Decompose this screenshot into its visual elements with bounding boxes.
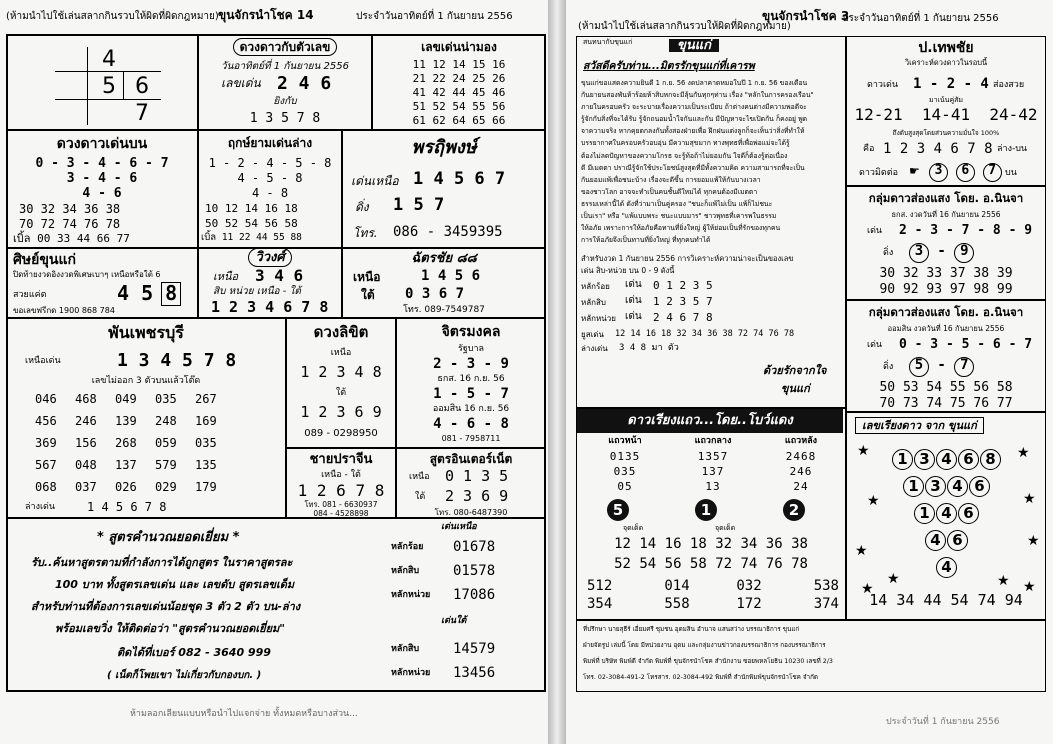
star-icon: ★ — [1017, 445, 1030, 461]
khun-digit: 3 — [914, 449, 935, 470]
left-footer: ห้ามลอกเลียนแบบหรือนำไปแจกจ่าย ทั้งหมดหรือบางส่วน... — [130, 709, 358, 719]
group2-a-label: เด่น — [867, 340, 883, 350]
sut-title: สูตรอินเตอร์เน็ต — [429, 452, 513, 466]
talk-paragraph-line: เป็นเรา" หรือ "แพ้แบบพระ ชนะแบบมาร" ชาวพุทธที่เคารพในธรรม — [581, 212, 777, 221]
group2-box — [846, 300, 1046, 412]
talk-sign: ขุนแก่ — [781, 382, 810, 395]
star-date: วันอาทิตย์ที่ 1 กันยายน 2556 — [220, 61, 350, 72]
stars-column — [673, 437, 753, 527]
formula-phone: ติดได้ที่เบอร์ 082 - 3640 999 — [117, 646, 271, 659]
stars-column-label: แถวหลัง — [784, 436, 818, 446]
phan-title: พันเพชรบุรี — [108, 323, 184, 342]
star-lead-label: เลขเด่น — [221, 76, 261, 90]
talk-paragraph-line: กันยายนสองพันห้าร้อยห้าสิบหกจะมีลุ้นกันทุกๆท่าน เรื่อง "หลักในการครองเรือน" — [581, 91, 814, 100]
thep-e-values — [929, 163, 1002, 182]
jit-c: 4 - 6 - 8 — [433, 416, 509, 432]
cheng-title: เลขเด่นน่ามอง — [421, 40, 497, 54]
sit-mid-label: สวยแค่ต — [13, 290, 47, 300]
group1-row: 90 92 93 97 98 99 — [879, 282, 1013, 297]
thep-sub: วิเคราะห์ดวงดาวในรอบนี้ — [904, 58, 988, 67]
wiwong-sub: สิบ หน่วย เหนือ - ใต้ — [213, 286, 301, 297]
thep-box — [846, 36, 1046, 186]
stars-column-label: แถวกลาง — [694, 436, 732, 446]
chai-title: ชายปราจีน — [309, 452, 373, 467]
talk-row-tag: เด่น — [625, 279, 642, 290]
number-grid — [6, 34, 198, 130]
likhit-south-label: ใต้ — [335, 388, 347, 398]
group1-row: 30 32 33 37 38 39 — [879, 266, 1013, 281]
star-icon: ★ — [857, 443, 870, 459]
chai-nums: 1 2 6 7 8 — [297, 481, 385, 500]
thep-pairs: 12-21 14-41 24-42 — [854, 105, 1038, 124]
wiwong-north: 3 4 6 — [255, 266, 304, 285]
sit-highlight — [161, 282, 181, 306]
formula-line: สำหรับท่านที่ต้องการเลขเด่นน้อยชุด 3 ตัว 2 ตัว บน-ล่าง — [31, 600, 301, 613]
stars-column-label: แถวหน้า — [608, 436, 642, 446]
sut-a: 0 1 3 5 — [445, 467, 509, 485]
thep-a-tag: ส่องสวย — [993, 80, 1025, 90]
khun-digit: 1 — [892, 449, 913, 470]
jit-title: จิตรมงคล — [441, 324, 501, 340]
right-header-date: ประจำวันอาทิตย์ที่ 1 กันยายน 2556 — [842, 13, 999, 24]
stars-column-row: 05 — [617, 480, 633, 493]
group2-a: 0 - 3 - 5 - 6 - 7 — [899, 337, 1033, 352]
group1-date: ธกส. งวดวันที่ 16 กันยายน 2556 — [891, 210, 1001, 219]
stars-column-row: 1357 — [697, 450, 729, 463]
group1-b: 3 - 9 — [909, 243, 974, 263]
chai-tel: โทร. 081 - 6630937 — [304, 500, 378, 509]
group2-b-label: ดิ่ง — [883, 362, 894, 372]
formula-upper-label: เด่นเหนือ — [441, 522, 477, 532]
formula-lower-label: เด่นใต้ — [441, 616, 467, 626]
talk-heading: สวัสดีครับท่าน...มิตรรักขุนแก่ที่เคารพ — [583, 60, 755, 72]
group1-a-label: เด่น — [867, 226, 883, 236]
grid-digit: 7 — [135, 101, 149, 126]
khun-digit: 4 — [925, 530, 946, 551]
stars-column-row: 035 — [613, 465, 637, 478]
talk-paragraph-line: ต้องไม่ลดปัญหาของความโกรธ จะรู้ท้อถ้าไม่ยอมกัน ใจดีก็ต้องรู้ต่อเนื่อง — [581, 151, 788, 160]
group2-ding: 7 — [954, 357, 974, 377]
group1-a: 2 - 3 - 7 - 8 - 9 — [899, 223, 1033, 238]
stars-tri-row: 354 558 172 374 — [587, 596, 839, 612]
upper-title: ดวงดาวเด่นบน — [56, 136, 148, 152]
thep-d-tag: ล่าง-บน — [997, 144, 1028, 154]
chat-south-label: ใต้ — [361, 288, 375, 302]
talk-paragraph-line: กันยอมแพ้เพื่อชนะบ้าง เรื่องจะดีขึ้น การยอมแพ้ให้กันบางเวลา — [581, 175, 761, 184]
group1-box — [846, 186, 1046, 300]
thep-b: มาเน้นคู่สัม — [928, 96, 964, 104]
chat-south: 0 3 6 7 — [405, 286, 465, 302]
likhit-box — [286, 318, 396, 448]
chai-box — [286, 448, 396, 518]
likhit-title: ดวงลิขิต — [313, 323, 369, 341]
credit-line: ที่ปรึกษา นายสุธีร์ เอี่ยมศรี ชุมชน อุดมสิน อำนาจ แสนสว่าง บรรณาธิการ ขุนแก่ — [583, 626, 800, 633]
star-lead: 2 4 6 — [277, 73, 332, 94]
formula-upper-pos: หลักหน่วย — [391, 590, 431, 600]
right-footer: ประจำวันที่ 1 กันยายน 2556 — [886, 717, 1000, 727]
talk-low: 3 4 8 มา ตัว — [619, 343, 679, 353]
chai-tel: 084 - 4528898 — [313, 509, 369, 518]
right-header-title: ขุนจักรนำโชค 3 — [762, 9, 850, 23]
formula-line: 100 บาท ทั้งสูตรเลขเด่น และ เลขดับ สูตรเลขเด็ม — [55, 578, 295, 591]
stars-column-big-digit: 2 — [783, 499, 805, 521]
prithi-ding: 1 5 7 — [393, 195, 445, 215]
prithi-north: 1 4 5 6 7 — [413, 169, 506, 189]
stars-row: 12 14 16 18 32 34 36 38 — [614, 536, 808, 552]
sut-box — [396, 448, 546, 518]
star-title: ดวงดาวกับตัวเลข — [233, 38, 338, 56]
upper-row: เบิ้ล 00 33 44 66 77 — [13, 232, 130, 245]
formula-lower-pos: หลักหน่วย — [391, 668, 431, 678]
prithi-ding-label: ดิ่ง — [355, 200, 369, 214]
sit-note: ปิดท้ายงวดอิงงวดพิเศษเบาๆ เหนือหรือใต้ 6 — [13, 270, 161, 279]
talk-row-label: หลักหน่วย — [581, 314, 616, 323]
star-icon: ★ — [867, 493, 880, 509]
star-icon: ★ — [861, 581, 874, 597]
cheng-row: 21 22 24 25 26 — [412, 72, 506, 85]
khun-digit: 6 — [958, 449, 979, 470]
talk-row-label: หลักสิบ — [581, 298, 606, 307]
cheng-box — [372, 34, 546, 130]
right-page — [566, 0, 1053, 744]
talk-logo: ขุนแก่ — [669, 39, 719, 52]
group1-ding: 9 — [954, 243, 974, 263]
talk-row-tag: เด่น — [625, 295, 642, 306]
phan-row: 068 037 026 029 179 — [35, 480, 217, 494]
talk-ruler: 12 14 16 18 32 34 36 38 72 74 76 78 — [615, 329, 795, 339]
stars-column-row: 0135 — [609, 450, 641, 463]
thep-e-tag: บน — [1005, 168, 1017, 178]
upper-box — [6, 130, 198, 248]
chai-sub: เหนือ - ใต้ — [321, 470, 361, 480]
talk-paragraph-line: ให้อภัย เพราะการให้อภัยคือทานที่ยิ่งใหญ่ ผู้ให้ย่อมเป็นที่รักของทุกคน — [581, 224, 781, 233]
formula-box — [6, 518, 546, 692]
sut-a-label: เหนือ — [409, 472, 430, 482]
stars-wait: จุดเด็ด — [623, 524, 644, 532]
talk-row-val: 1 2 3 5 7 — [653, 295, 713, 308]
sut-b: 2 3 6 9 — [445, 487, 509, 505]
phan-row: 567 048 137 579 135 — [35, 458, 217, 472]
thep-e-value: 7 — [983, 163, 1002, 182]
talk-box — [576, 36, 846, 408]
formula-title: * สูตรคำนวณยอดเยี่ยม * — [97, 530, 240, 545]
talk-paragraph-line: รู้จักกับสิ่งที่จะได้รับ รู้จักถนอมน้ำใจกันและกัน มีปัญหาจะไขเปิดกัน ก็คงอยู่ พูด — [581, 115, 808, 124]
grid-digit: 6 — [135, 74, 149, 99]
talk-paragraph-line: ของชาวโลก อาจจะทำเป็นคนชั้นดีใหม่ได้ ทุกคนต้องมีเมตตา — [581, 187, 758, 196]
jit-b: 1 - 5 - 7 — [433, 386, 509, 402]
phan-row: 369 156 268 059 035 — [35, 436, 217, 450]
talk-row-label: หลักร้อย — [581, 282, 610, 291]
talk-intro: สำหรับงวด 1 กันยายน 2556 การวิเคราะห์ความน่าจะเป็นของเลข — [581, 254, 794, 263]
page-gutter — [548, 0, 566, 744]
lower-title: ฤกษ์ยามเด่นล่าง — [227, 136, 313, 150]
thep-e-value: 6 — [956, 163, 975, 182]
phan-row: 456 246 139 248 169 — [35, 414, 217, 428]
group2-title: กลุ่มดาวส่องแสง โดย. อ.นินจา — [868, 305, 1024, 319]
upper-line: 4 - 6 — [82, 186, 122, 201]
stars-tri-row: 512 014 032 538 — [587, 578, 839, 594]
stars-column-big-digit: 5 — [607, 499, 629, 521]
khun-digit: 6 — [958, 503, 979, 524]
phan-row: 046 468 049 035 267 — [35, 392, 217, 406]
formula-upper-val: 17086 — [453, 587, 496, 603]
stars-column — [761, 437, 841, 527]
likhit-tel: 089 - 0298950 — [304, 428, 378, 439]
stars-column-row: 13 — [705, 480, 721, 493]
grid-line — [123, 71, 124, 99]
prithi-north-label: เด่นเหนือ — [351, 174, 399, 188]
star-icon: ★ — [997, 573, 1010, 589]
sit-title: ศิษย์ขุนแก่ — [13, 252, 76, 268]
formula-lower-val: 14579 — [453, 641, 496, 657]
phan-foot: 1 4 5 6 7 8 — [87, 500, 167, 514]
upper-row: 70 72 74 76 78 — [19, 217, 121, 231]
likhit-north-label: เหนือ — [330, 348, 352, 358]
likhit-south: 1 2 3 6 9 — [300, 403, 382, 421]
credit-line: ฝ่ายจัดรูป เล่มนี้ โดย มีหน่วยงาน อุดม และกลุ่มงานข่าวกองบรรณาธิการ กองบรรณาธิการ — [583, 642, 826, 649]
prithi-tel: 086 - 3459395 — [393, 224, 503, 240]
upper-row: 30 32 34 36 38 — [19, 202, 121, 216]
thep-e-label: ดาวมิดต่อ — [859, 168, 898, 178]
khun-title: เลขเรียงดาว จาก ขุนแก่ — [855, 417, 984, 434]
thep-title: ป.เทพชัย — [918, 40, 974, 56]
thep-d-label: คือ — [863, 144, 875, 154]
group2-ding: 5 — [909, 357, 929, 377]
stars-column-row: 137 — [701, 465, 725, 478]
chat-title: ฉัตรชัย ๘๘ — [411, 251, 477, 266]
thep-a-label: ดาวเด่น — [867, 80, 899, 90]
khun-digit: 4 — [936, 503, 957, 524]
star-icon: ★ — [887, 571, 900, 587]
talk-low-label: ล่างเด่น — [581, 344, 608, 353]
wiwong-box — [198, 248, 342, 318]
phan-lead: 1 3 4 5 7 8 — [117, 350, 237, 371]
group2-row: 70 73 74 75 76 77 — [879, 396, 1013, 411]
khun-digit: 4 — [936, 449, 957, 470]
upper-line: 0 - 3 - 4 - 6 - 7 — [35, 156, 169, 171]
stars-column-row: 24 — [793, 480, 809, 493]
jit-b-label: ธกส. 16 ก.ย. 56 — [437, 374, 505, 384]
stars-row: 52 54 56 58 72 74 76 78 — [614, 556, 808, 572]
left-header-date: ประจำวันอาทิตย์ที่ 1 กันยายน 2556 — [356, 11, 513, 22]
khun-digit: 4 — [936, 557, 957, 578]
formula-note: ( เน็ตก็โพยเขา ไม่เกี่ยวกับกองบก. ) — [107, 670, 262, 681]
cheng-row: 51 52 54 55 56 — [412, 100, 506, 113]
sit-box — [6, 248, 198, 318]
formula-line: พร้อมเลขวิ่ง ให้ติดต่อว่า "สูตรคำนวณยอดเยี่ยม" — [55, 622, 286, 635]
formula-lower-val: 13456 — [453, 665, 496, 681]
grid-line — [55, 99, 161, 100]
formula-upper-pos: หลักสิบ — [391, 566, 420, 576]
khun-digit: 6 — [947, 530, 968, 551]
lower-row: เบิ้ล 11 22 44 55 88 — [201, 232, 302, 243]
talk-paragraph-line: ขุนแก่ขอแสดงความยินดี 1 ก.ย. 56 งดปลาคาดหมอในปี 1 ก.ย. 56 ของเดือน — [581, 79, 808, 87]
khun-digit: 1 — [914, 503, 935, 524]
right-header-note: (ห้ามนำไปใช้เล่นสลากกินรวบให้ผิดที่ผิดกฎหมาย) — [578, 21, 791, 32]
jit-a-label: รัฐบาล — [457, 344, 485, 354]
star-number-box — [198, 34, 372, 130]
talk-paragraph-line: การให้อภัยจึงเป็นทานที่ยิ่งใหญ่ ที่ทุกคนทำได้ — [581, 236, 711, 245]
jit-box — [396, 318, 546, 448]
formula-upper-val: 01578 — [453, 563, 496, 579]
khun-digit: 4 — [947, 476, 968, 497]
lower-row: 10 12 14 16 18 — [205, 202, 298, 215]
group1-b-label: ดิ่ง — [883, 248, 894, 258]
credit-line: โทร. 02-3084-491-2 โทรสาร. 02-3084-492 พิมพ์ที่ สำนักพิมพ์ขุนจักรนำโชค จำกัด — [583, 674, 818, 681]
prithi-box — [342, 130, 546, 248]
star-icon: ★ — [1023, 579, 1036, 595]
wiwong-title: วิวงศ์ — [248, 248, 291, 267]
formula-line: รับ..ค้นหาสูตรตามที่กำลังการได้ถูกสูตร ในราคาสูตรละ — [31, 556, 293, 569]
group1-ding: 3 — [909, 243, 929, 263]
star-nums: 1 3 5 7 8 — [249, 111, 321, 126]
talk-paragraph-line: ธรรมเหล่านี้ได้ ดังที่ว่ามาเป็นคู่ครอง "ชนะก็แพ้ไม่เป็น แพ้ก็ไม่ชนะ — [581, 199, 773, 208]
grid-digit: 4 — [102, 47, 116, 72]
group2-date: ออมสิน งวดวันที่ 16 กันยายน 2556 — [887, 324, 1005, 333]
khun-box — [846, 412, 1046, 620]
khun-digit: 8 — [980, 449, 1001, 470]
group1-title: กลุ่มดาวส่องแสง โดย. อ.นินจา — [868, 191, 1024, 205]
talk-body — [581, 77, 843, 246]
phan-foot-label: ล่างเด่น — [25, 502, 56, 512]
stars-title: ดาวเรียงแถว...โดย..โบว์แดง — [577, 409, 843, 433]
talk-row-val: 2 4 6 7 8 — [653, 311, 713, 324]
lower-line: 1 - 2 - 4 - 5 - 8 — [208, 156, 332, 170]
sit-mid: 4 5 8 — [117, 281, 178, 305]
cheng-row: 61 62 64 65 66 — [412, 114, 506, 127]
likhit-north: 1 2 3 4 8 — [300, 363, 382, 381]
cheng-row: 41 42 44 45 46 — [412, 86, 506, 99]
lower-line: 4 - 5 - 8 — [237, 171, 303, 185]
star-sub: ยิงกับ — [273, 96, 297, 107]
pointing-hand-icon: ☛ — [909, 164, 920, 178]
wiwong-label: เหนือ — [213, 270, 239, 283]
talk-tag: สนทนากับขุนแก่ — [583, 38, 633, 46]
jit-c-label: ออมสิน 16 ก.ย. 56 — [432, 404, 510, 414]
stars-column-big-digit: 1 — [695, 499, 717, 521]
left-header-title: ขุนจักรนำโชค 14 — [218, 8, 314, 22]
sit-tel: ขอเลขฟรีกด 1900 868 784 — [13, 306, 115, 315]
credits-box — [576, 620, 1046, 692]
jit-tel: 081 - 7958711 — [441, 434, 501, 443]
khun-foot: 14 34 44 54 74 94 — [869, 591, 1023, 609]
star-icon: ★ — [1027, 533, 1040, 549]
phan-sub: เลขไม่ออก 3 ตัวบนแล้วโต๊ด — [91, 376, 201, 386]
star-icon: ★ — [1023, 491, 1036, 507]
phan-lead-label: เหนือเด่น — [25, 356, 61, 366]
khun-digit: 6 — [969, 476, 990, 497]
stars-column — [585, 437, 665, 527]
formula-upper-pos: หลักร้อย — [391, 542, 424, 552]
prithi-tel-label: โทร. — [353, 226, 378, 240]
thep-a: 1 - 2 - 4 — [913, 76, 989, 92]
talk-ruler-label: ยูสเด่น — [581, 330, 604, 339]
khun-digit: 1 — [903, 476, 924, 497]
lower-row: 50 52 54 56 58 — [205, 217, 298, 230]
talk-paragraph-line: จาความจริง หากคุยตกลงกันทั้งสองฝ่ายเพื่อ ฝึกฝนแต่งลูกก็จะเห็นว่าสิ่งที่ทำให้ — [581, 127, 805, 136]
talk-paragraph-line: บรรยากาศในครอบครัวอบอุ่น มีความสุขมาก ทางพุทธที่เพื่อพ่อแม่จะได้รู้ — [581, 139, 790, 148]
left-header-note: (ห้ามนำไปใช้เล่นสลากกินรวบให้ผิดที่ผิดกฎหมาย) — [6, 11, 219, 22]
stars-column-row: 246 — [789, 465, 813, 478]
talk-row-tag: เด่น — [625, 311, 642, 322]
talk-row-val: 0 1 2 3 5 — [653, 279, 713, 292]
talk-intro2: เด่น สิบ-หน่วย บน 0 - 9 ดังนี้ — [581, 266, 675, 275]
grid-digit: 5 — [102, 74, 116, 99]
star-icon: ★ — [855, 543, 868, 559]
wiwong-nums: 1 2 3 4 6 7 8 — [211, 298, 329, 316]
talk-paragraph-line: ดี มีเมตตา ปราณีรู้จักใช้ประโยชน์สูงสุดที่มีทั้งความคิด ความสามารถที่จะเป็น — [581, 163, 805, 172]
lower-box — [198, 130, 342, 248]
formula-lower-pos: หลักสิบ — [391, 644, 420, 654]
credit-line: พิมพ์ที่ บริษัท พิมพ์ดี จำกัด พิมพ์ที่ ขุนจักรนำโชค สำนักงาน ซอยพหลโยธิน 10230 เลขที่ 2/3 — [583, 658, 833, 665]
thep-c: ถึงดับสูงสุดโดยส่วนความมั่นใจ 100% — [892, 129, 1000, 137]
sut-tel: โทร. 080-6487390 — [434, 508, 508, 517]
stars-box — [576, 408, 846, 620]
upper-line: 3 - 4 - 6 — [66, 171, 138, 186]
chat-tel: โทร. 089-7549787 — [403, 305, 485, 315]
chat-box — [342, 248, 546, 318]
talk-sign: ด้วยรักจากใจ — [763, 364, 827, 377]
group2-row: 50 53 54 55 56 58 — [879, 380, 1013, 395]
sut-b-label: ใต้ — [415, 492, 426, 502]
chat-north-label: เหนือ — [353, 270, 381, 284]
group2-b: 5 - 7 — [909, 357, 974, 377]
lower-line: 4 - 8 — [251, 186, 289, 200]
thep-e-value: 3 — [929, 163, 948, 182]
chat-north: 1 4 5 6 — [421, 268, 481, 284]
stars-column-row: 2468 — [785, 450, 817, 463]
formula-upper-val: 01678 — [453, 539, 496, 555]
stars-wait: จุดเด็ด — [715, 524, 736, 532]
jit-a: 2 - 3 - 9 — [433, 356, 509, 372]
cheng-row: 11 12 14 15 16 — [412, 58, 506, 71]
khun-digit: 3 — [925, 476, 946, 497]
phan-box — [6, 318, 286, 518]
talk-paragraph-line: ภายในครอบครัว จะระบายเรื่องความเป็นระเบียบ ถ้าต่างคนต่างมีความพอดีจะ — [581, 103, 807, 112]
thep-d: 1 2 3 4 6 7 8 — [883, 141, 993, 157]
prithi-title: พรฤิพงษ์ — [411, 137, 477, 158]
